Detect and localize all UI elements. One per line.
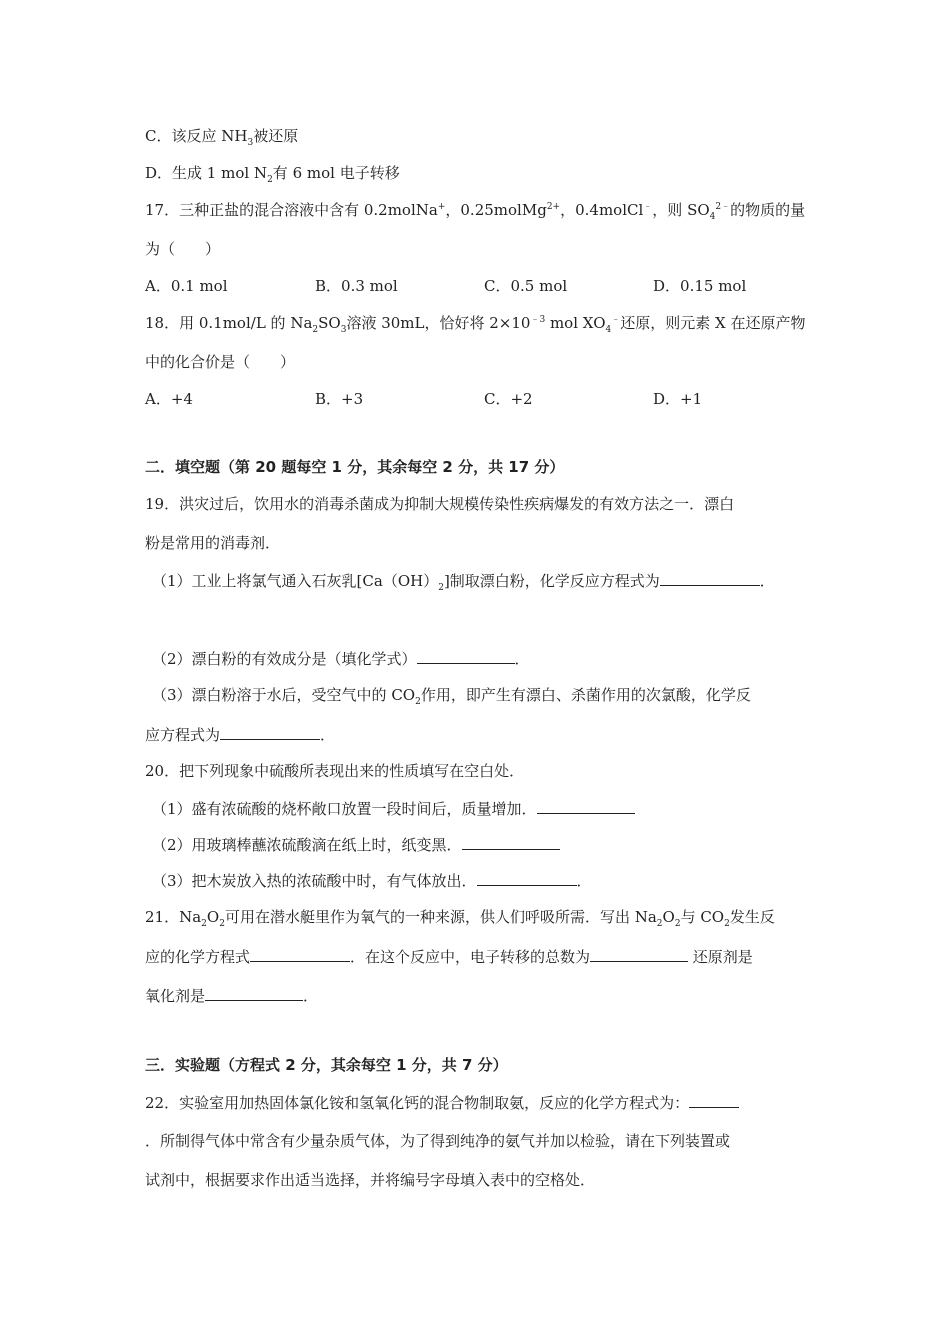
q21-equation-blank[interactable] [250, 946, 350, 962]
q19-stem-line2: 粉是常用的消毒剂． [145, 534, 281, 552]
q17-option-b: B．0.3 mol [315, 277, 398, 295]
q22-line2: ．所制得气体中常含有少量杂质气体，为了得到纯净的氨气并加以检验，请在下列装置或 [145, 1132, 731, 1150]
q17-stem-line2: 为（ ） [145, 240, 221, 258]
q18-option-b: B．+3 [315, 390, 364, 408]
section-3-heading: 三．实验题（方程式 2 分，其余每空 1 分，共 7 分） [145, 1056, 508, 1074]
q19-part1-blank[interactable] [660, 570, 760, 586]
q17-option-a: A．0.1 mol [145, 277, 228, 295]
q21-line1: 21．$Na_2O_2$可用在潜水艇里作为氧气的一种来源，供人们呼吸所需．写出 $Na_2O_2$与 $CO_2$发生反 [145, 908, 775, 929]
q21-line3: 氧化剂是 ． [145, 987, 319, 1005]
q18-option-c: C．+2 [484, 390, 533, 408]
q17-option-c: C．0.5 mol [484, 277, 568, 295]
q20-part2: （2）用玻璃棒蘸浓硫酸滴在纸上时，纸变黑． [152, 834, 560, 855]
q19-part3-blank[interactable] [220, 724, 320, 740]
q21-oxidant-blank[interactable] [205, 985, 303, 1001]
q19-part1: （1）工业上将氯气通入石灰乳$[Ca(OH)_2]$制取漂白粉，化学反应方程式为 ． [152, 572, 775, 593]
q18-option-d: D．+1 [653, 390, 703, 408]
q20-part3-blank[interactable] [477, 870, 577, 886]
q21-electron-blank[interactable] [590, 946, 688, 962]
section-2-heading: 二．填空题（第 20 题每空 1 分，其余每空 2 分，共 17 分） [145, 458, 565, 476]
q20-stem: 20．把下列现象中硫酸所表现出来的性质填写在空白处． [145, 762, 525, 780]
q20-part1-blank[interactable] [537, 798, 635, 814]
q20-part1: （1）盛有浓硫酸的烧杯敞口放置一段时间后，质量增加． [152, 798, 635, 819]
q19-part3-line1: （3）漂白粉溶于水后，受空气中的 $CO_2$作用，即产生有漂白、杀菌作用的次氯酸，化学反 [152, 686, 751, 707]
q22-line3: 试剂中，根据要求作出适当选择，并将编号字母填入表中的空格处． [145, 1171, 596, 1189]
q20-part2-blank[interactable] [462, 834, 560, 850]
q19-part2: （2）漂白粉的有效成分是（填化学式） ． [152, 650, 530, 668]
q19-stem-line1: 19．洪灾过后，饮用水的消毒杀菌成为抑制大规模传染性疾病爆发的有效方法之一．漂白 [145, 495, 735, 513]
q18-stem-line1: 18．用 0.1mol/L 的 $Na_2SO_3$溶液 30mL，恰好将 $2\times 10^{﹣3}$ mol $XO_4^﹣$还原，则元素 X 在还原产物 [145, 314, 806, 335]
q19-part3-line2: 应方程式为 ． [145, 726, 336, 744]
q17-option-d: D．0.15 mol [653, 277, 747, 295]
q18-stem-line2: 中的化合价是（ ） [145, 353, 296, 371]
q16-option-c: C．该反应 $NH_3$被还原 [145, 127, 299, 148]
q21-line2: 应的化学方程式 ．在这个反应中，电子转移的总数为 还原剂是 [145, 948, 753, 966]
q22-line1: 22．实验室用加热固体氯化铵和氢氧化钙的混合物制取氨，反应的化学方程式为： [145, 1092, 739, 1113]
q16-option-d: D．生成 1 mol $N_2$有 6 mol 电子转移 [145, 164, 400, 185]
q18-option-a: A．+4 [145, 390, 193, 408]
q20-part3: （3）把木炭放入热的浓硫酸中时，有气体放出． ． [152, 872, 592, 890]
q17-stem-line1: 17．三种正盐的混合溶液中含有 0.2molNa+，0.25molMg$^{2+}$，0.4molCl﹣，则 $SO_4^{2﹣}$的物质的量 [145, 201, 806, 222]
q19-part2-blank[interactable] [417, 648, 515, 664]
q22-equation-blank[interactable] [689, 1092, 739, 1108]
